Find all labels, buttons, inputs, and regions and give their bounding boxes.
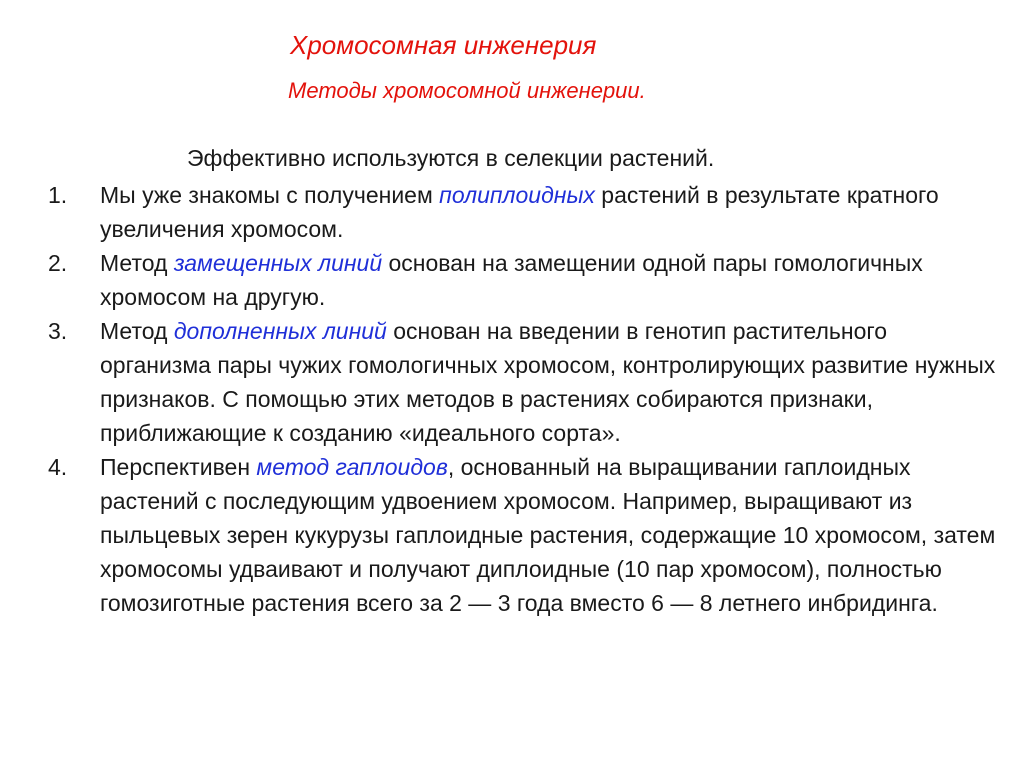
item-highlight: дополненных линий (173, 318, 387, 344)
item-number: 4. (48, 454, 68, 480)
item-text: Мы уже знакомы с получением (100, 182, 440, 208)
list-item (48, 314, 998, 450)
item-highlight: метод гаплоидов (256, 454, 448, 480)
item-text: основан на замещении одной пары гомологичных хромосом на другую. (100, 250, 923, 310)
list-item (48, 450, 998, 620)
intro-text: Эффективно используются в селекции растений. (187, 145, 715, 171)
slide-title: Хромосомная инженерия (290, 30, 597, 60)
item-highlight: полиплоидных (439, 182, 595, 208)
item-text: растений в результате кратного увеличения хромосом. (100, 182, 939, 242)
item-number: 2. (48, 250, 68, 276)
item-text: , основанный на выращивании гаплоидных растений с последующим удвоением хромосом. Например, выращивают из пыльцевых зерен кукурузы гаплоидные растения, содержащие 10 хромосом, затем хромосомы удваивают и получают диплоидные (10 пар хромосом), полностью гомозиготные растения всего за 2 — 3 года вместо 6 — 8 летнего инбридинга. (100, 454, 996, 616)
item-highlight: замещенных линий (173, 250, 383, 276)
item-text: Метод (100, 318, 174, 344)
item-text: Метод (100, 250, 174, 276)
item-number: 1. (48, 182, 68, 208)
list-item (48, 246, 998, 314)
item-text: Перспективен (100, 454, 257, 480)
slide-subtitle: Методы хромосомной инженерии. (288, 78, 646, 103)
item-number: 3. (48, 318, 68, 344)
methods-list (48, 178, 998, 620)
list-item (48, 178, 998, 246)
item-text: основан на введении в генотип растительного организма пары чужих гомологичных хромосом, контролирующих развитие нужных признаков. С помощью этих методов в растениях собираются признаки, приближающие к созданию «идеального сорта». (100, 318, 996, 446)
